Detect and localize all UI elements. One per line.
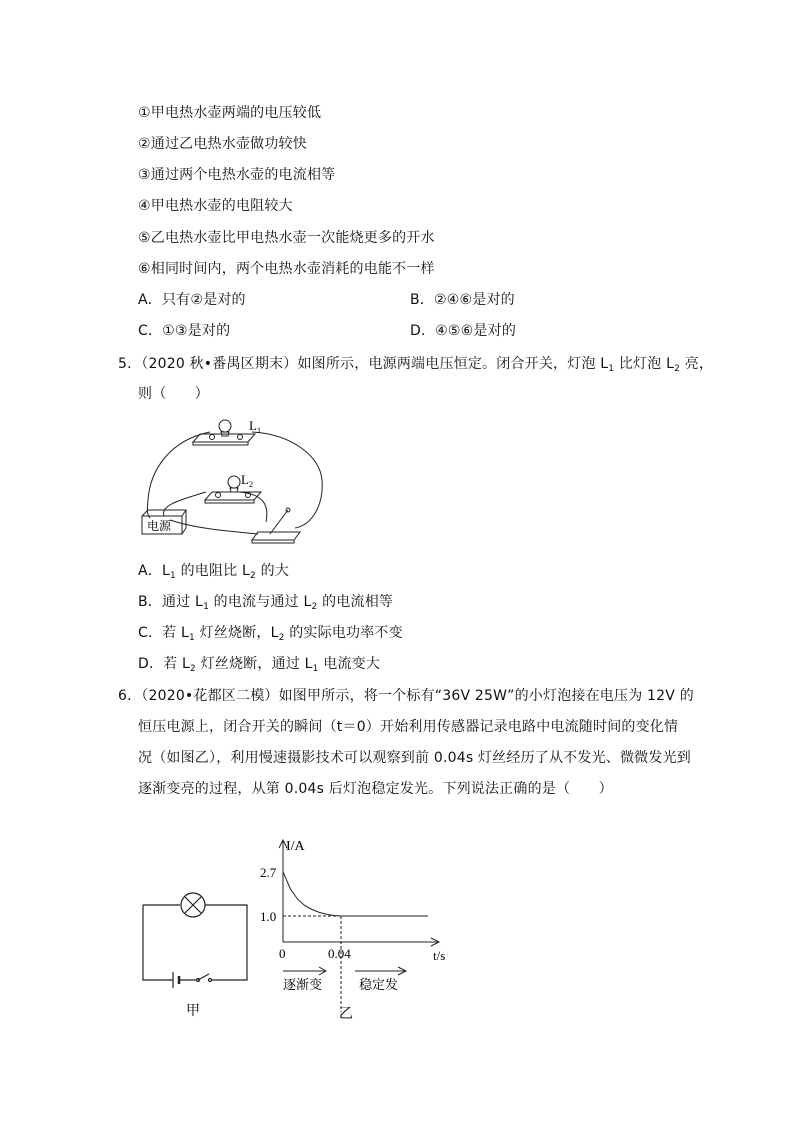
q4-option-d[interactable]: D．④⑤⑥是对的 (410, 323, 517, 339)
q5-stem-line2: 则（ ） (138, 386, 209, 402)
q5-option-a[interactable]: A．$L_1$ 的电阻比 $L_2$ 的大 (138, 563, 290, 581)
y-axis-label: I/A (286, 839, 305, 854)
q5-stem-line1: 5．（2020 秋•番禺区期末）如图所示，电源两端电压恒定。闭合开关，灯泡 $L_1$ 比灯泡 $L_2$ 亮， (118, 356, 714, 374)
left-arrow-label: 逐渐变 (283, 978, 323, 993)
q6-stem-line2: 恒压电源上，闭合开关的瞬间（t＝0）开始利用传感器记录电路中电流随时间的变化情 (138, 719, 679, 735)
q4-option-b[interactable]: B．②④⑥是对的 (410, 292, 515, 308)
q4-statement-4: ④甲电热水壶的电阻较大 (138, 198, 293, 214)
q4-statement-6: ⑥相同时间内，两个电热水壶消耗的电能不一样 (138, 261, 435, 277)
y-tick-high: 2.7 (260, 864, 277, 880)
q5-option-b[interactable]: B．通过 $L_1$ 的电流与通过 $L_2$ 的电流相等 (138, 594, 394, 612)
x-axis-label: t/s (433, 948, 446, 963)
q5-circuit-figure (130, 410, 340, 550)
q5-option-c[interactable]: C．若 $L_1$ 灯丝烧断，$L_2$ 的实际电功率不变 (138, 625, 403, 643)
q4-option-a[interactable]: A．只有②是对的 (138, 292, 246, 308)
q4-statement-5: ⑤乙电热水壶比甲电热水壶一次能烧更多的开水 (138, 230, 435, 246)
x-tick-004: 0.04 (328, 946, 351, 961)
q5-option-d[interactable]: D．若 $L_2$ 灯丝烧断，通过 $L_1$ 电流变大 (138, 656, 381, 674)
right-arrow (355, 967, 406, 975)
y-tick-low: 1.0 (260, 909, 277, 924)
current-curve (283, 872, 428, 916)
q6-stem-line3: 况（如图乙），利用慢速摄影技术可以观察到前 0.04s 灯丝经历了从不发光、微微发光到 (138, 750, 691, 766)
q5-fig-l2-label: $L_2$ (241, 472, 253, 489)
q6-stem-line4: 逐渐变亮的过程，从第 0.04s 后灯泡稳定发光。下列说法正确的是（ ） (138, 781, 613, 797)
q6-circuit-figure (135, 890, 255, 1020)
q6-current-time-graph (255, 830, 455, 1025)
q6-stem-line1: 6．（2020•花都区二模）如图甲所示，将一个标有“36V 25W”的小灯泡接在电压为 12V 的 (118, 688, 694, 704)
q5-fig-l1-label: $L_1$ (249, 418, 261, 435)
q6-fig-a-caption: 甲 (186, 1003, 200, 1019)
q6-fig-b-caption: 乙 (339, 1006, 353, 1022)
q4-statement-2: ②通过乙电热水壶做功较快 (138, 136, 307, 152)
q5-fig-source-label: 电源 (147, 519, 172, 533)
left-arrow (283, 967, 326, 975)
q4-statement-3: ③通过两个电热水壶的电流相等 (138, 167, 336, 183)
q4-option-c[interactable]: C．①③是对的 (138, 323, 231, 339)
q4-statement-1: ①甲电热水壶两端的电压较低 (138, 105, 322, 121)
x-tick-origin: 0 (279, 946, 286, 961)
right-arrow-label: 稳定发 (359, 978, 399, 993)
